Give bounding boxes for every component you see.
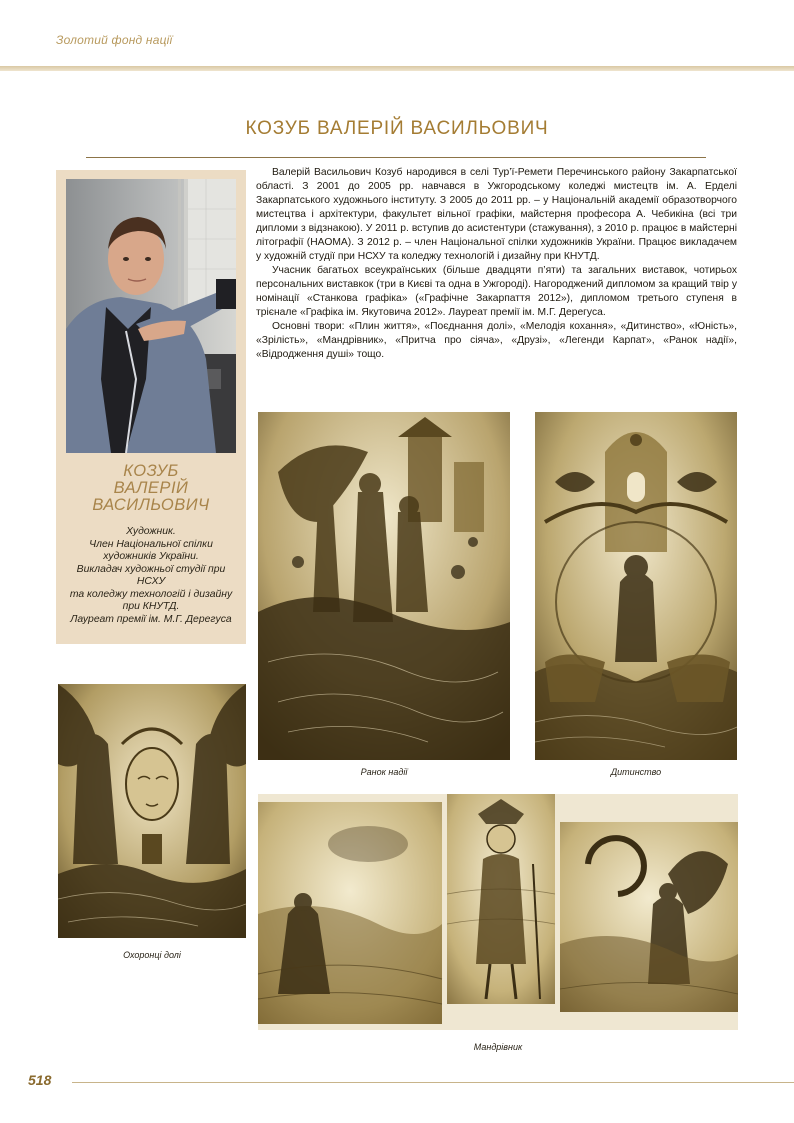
description-line: при КНУТД. (122, 601, 180, 612)
biography-paragraph: Основні твори: «Плин життя», «Поєднання долі», «Мелодія кохання», «Дитинство», «Юність», «Зрілість», «Мандрівник», «Притча про сіяча», «Друзі», «Легенди Карпат», «Ранок надії», «Відродження душі» тощо. (256, 321, 737, 360)
biography-text (256, 166, 737, 362)
description-line: Член Національної спілки (89, 538, 213, 550)
description-line: НСХУ (136, 576, 166, 587)
description-line: Викладач художньої студії при (76, 563, 226, 575)
header-divider (0, 66, 794, 71)
artist-name-line: КОЗУБ (123, 462, 179, 480)
artwork-morning-hope-caption: Ранок надії (360, 767, 408, 777)
title-divider (86, 157, 706, 158)
artwork-guardians-of-fate-image (58, 684, 246, 938)
description-line: Художник. (126, 526, 176, 537)
biography-paragraph: Валерій Васильович Козуб народився в селі Тур’ї-Ремети Перечинського району Закарпатської області. З 2001 до 2005 рр. навчався в Ужгородському коледжі мистецтв ім. А. Ерделі Закарпатського художнього інституту. З 2005 до 2011 рр. – у Національній академії образотворчого мистецтва і архітектури, факультет вільної графіки, майстерня професора А. Чебикіна (всі три дипломи з відзнакою). У 2011 р. вступив до асистентури (стажування), з 2010 р. працює в майстерні літографії (НАОМА). З 2012 р. – член Національної спілки художників України. Працює викладачем у художній студії при НСХУ та коледжу технологій і дизайну при КНУТД. (256, 167, 737, 262)
artwork-guardians-of-fate-caption: Охоронці долі (123, 950, 181, 960)
artwork-childhood-image (535, 412, 737, 760)
running-header: Золотий фонд нації (56, 33, 173, 47)
artwork-morning-hope-image (258, 412, 510, 760)
footer-divider (72, 1082, 794, 1083)
page-number: 518 (28, 1072, 52, 1088)
article-title: КОЗУБ ВАЛЕРІЙ ВАСИЛЬОВИЧ (245, 118, 549, 139)
description-line: Лауреат премії ім. М.Г. Дерегуса (70, 613, 232, 625)
artwork-wanderer-caption: Мандрівник (473, 1042, 523, 1052)
artwork-childhood-caption: Дитинство (610, 767, 662, 777)
artist-name (60, 463, 242, 514)
artist-name-line: ВАСИЛЬОВИЧ (92, 496, 210, 514)
artist-portrait-photo (66, 179, 236, 453)
biography-paragraph: Учасник багатьох всеукраїнських (більше двадцяти п’яти) та загальних виставок, чотирьох персональних виставкок (три в Києві та одна в Ужгороді). Нагороджений дипломом за кращий твір у номінації «Станкова графіка» («Графічне Закарпаття 2012»), дипломом третього ступеня в трієнале «Графіка ім. Якутовича 2012». Лауреат премії ім. М.Г. Дерегуса. (256, 265, 737, 318)
artwork-wanderer-image (258, 794, 738, 1030)
artist-name-line: ВАЛЕРІЙ (113, 479, 189, 497)
description-line: художників України. (103, 551, 199, 562)
description-line: та коледжу технологій і дизайну (69, 588, 233, 600)
artist-description (60, 526, 242, 626)
